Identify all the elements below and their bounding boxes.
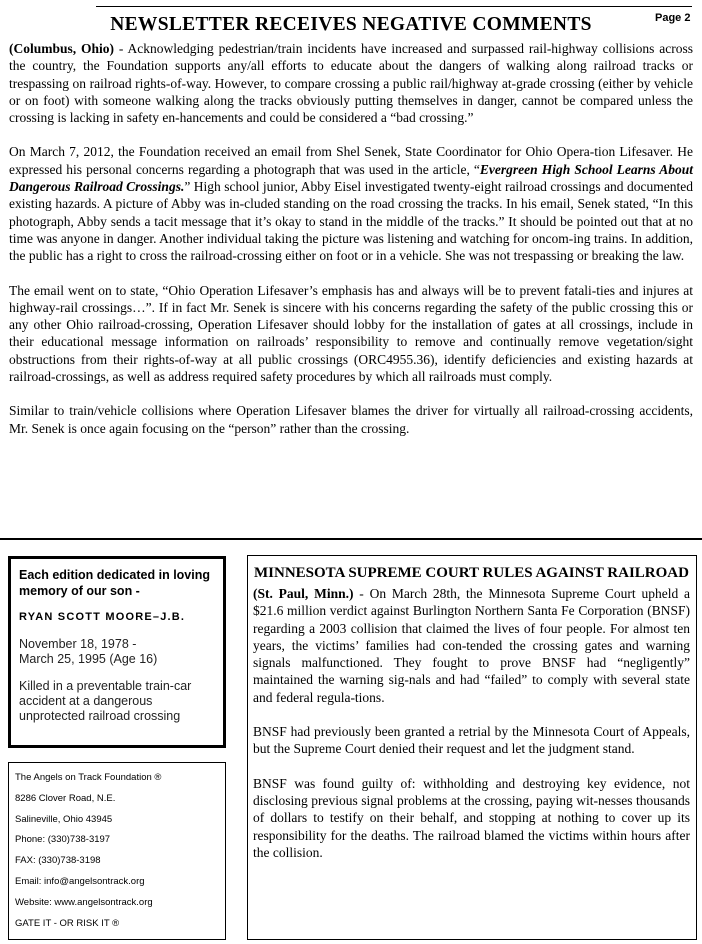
article-title-reference: Evergreen High School Learns About Dangerous Railroad Crossings. <box>9 161 693 195</box>
top-rule <box>96 6 692 7</box>
contact-slogan: GATE IT - OR RISK IT ® <box>15 917 120 929</box>
side-article-box <box>247 555 697 940</box>
contact-website: Website: www.angelsontrack.org <box>15 896 153 908</box>
main-article-dateline: (Columbus, Ohio) <box>9 41 115 56</box>
contact-phone: Phone: (330)738-3197 <box>15 834 111 846</box>
side-article-p1-text: - On March 28th, the Minnesota Supreme Court upheld a $21.6 million verdict against Burlington Northern Santa Fe Corporation (BNSF) regarding a 2003 collision that claimed the lives of four people. For almost ten years, the victims’ families had con-tended the crossing gates and warning signals malfunctioned. They fought to prove BNSF had “negligently” maintained the warning sig-nals and had “failed” to comply with several state and federal regula-tions. <box>253 586 690 705</box>
main-article-paragraph-1 <box>9 40 693 126</box>
main-article-paragraph-2 <box>9 143 693 264</box>
main-article-paragraph-4: Similar to train/vehicle collisions where Operation Lifesaver blames the driver for virtually all railroad-crossing accidents, Mr. Senek is once again focusing on the “person” rather than the crossing. <box>9 403 693 436</box>
side-article-headline: MINNESOTA SUPREME COURT RULES AGAINST RAILROAD <box>254 565 689 581</box>
contact-box <box>8 762 226 940</box>
side-article-paragraph-3: BNSF was found guilty of: withholding and destroying key evidence, not disclosing previous signal problems at the crossing, paying wit-nesses thousands of dollars to testify on their behalf, and stopping at nothing to cover up its responsibility for the deaths. The railroad blamed the victims within hours after the collision. <box>253 775 690 860</box>
contact-org: The Angels on Track Foundation ® <box>15 772 162 783</box>
main-article-p2-b: ” High school junior, Abby Eisel investigated twenty-eight railroad crossings and documented existing hazards. A picture of Abby was in-cluded standing on the road crossing the tracks. In his email, Senek stated, “In this photograph, Abby sends a tacit message that it’s okay to stand in the middle of the tracks.” It should be pointed out that at no time was anyone in danger. Another individual taking the picture was listening and watching for oncom-ing trains. In addition, the public has a right to cross the railroad-crossing either on foot or in a vehicle. She was not trespassing or breaking the law. <box>9 179 693 264</box>
memorial-killed-text: Killed in a preventable train-car accident at a dangerous unprotected railroad crossing <box>19 679 192 723</box>
memorial-dedication: Each edition dedicated in loving memory of our son - <box>19 568 210 598</box>
side-article-paragraph-1 <box>253 585 690 706</box>
main-article-body <box>9 40 693 454</box>
side-article-body <box>253 585 690 861</box>
side-article-paragraph-2: BNSF had previously been granted a retrial by the Minnesota Court of Appeals, but the Supreme Court denied their request and let the judgment stand. <box>253 724 690 757</box>
memorial-date-born: November 18, 1978 - <box>19 637 137 651</box>
memorial-box <box>8 556 226 748</box>
page-number: Page 2 <box>655 12 691 24</box>
contact-fax: FAX: (330)738-3198 <box>15 855 101 867</box>
main-article-p1-text: - Acknowledging pedestrian/train incidents have increased and surpassed rail-highway collisions across the country, the Foundation supports any/all efforts to educate about the dangers of walking along railroad tracks or trespassing on railroad rights-of-way. However, to compare crossing a public rail/highway at-grade crossing (either by vehicle or on foot) with someone walking along the tracks obviously putting themselves in danger, cannot be compared unless the crossing is lacking in safety en-hancements and could be considered a “bad crossing.” <box>9 41 694 126</box>
main-article-title: NEWSLETTER RECEIVES NEGATIVE COMMENTS <box>110 14 592 35</box>
memorial-dates <box>19 637 217 667</box>
side-article-dateline: (St. Paul, Minn.) <box>253 586 354 601</box>
main-article-p2-a: On March 7, 2012, the Foundation received an email from Shel Senek, State Coordinator for Ohio Opera-tion Lifesaver. He expressed his personal concerns regarding a photograph that was used in the article, “ <box>9 144 693 177</box>
main-article-paragraph-3: The email went on to state, “Ohio Operation Lifesaver’s emphasis has and always will be to prevent fatali-ties and injures at highway-rail crossings…”. If in fact Mr. Senek is sincere with his concerns regarding the safety of the public crossing this or any other Ohio railroad-crossing, Operation Lifesaver should lobby for the installation of gates at all crossings, include in their educational message information on railroads’ responsibility to remove and continually remove vegetation/sight obstructions from their rights-of-way at all public crossings (ORC4955.36), identify deficiencies and existing hazards at railroad-crossings, as well as address required safety procedures by which all railroads must comply. <box>9 282 693 385</box>
memorial-date-died: March 25, 1995 (Age 16) <box>19 652 158 666</box>
contact-street: 8286 Clover Road, N.E. <box>15 792 116 804</box>
memorial-name: RYAN SCOTT MOORE–J.B. <box>19 611 186 623</box>
contact-city: Salineville, Ohio 43945 <box>15 813 113 825</box>
contact-email: Email: info@angelsontrack.org <box>15 875 145 887</box>
section-divider <box>0 538 702 540</box>
